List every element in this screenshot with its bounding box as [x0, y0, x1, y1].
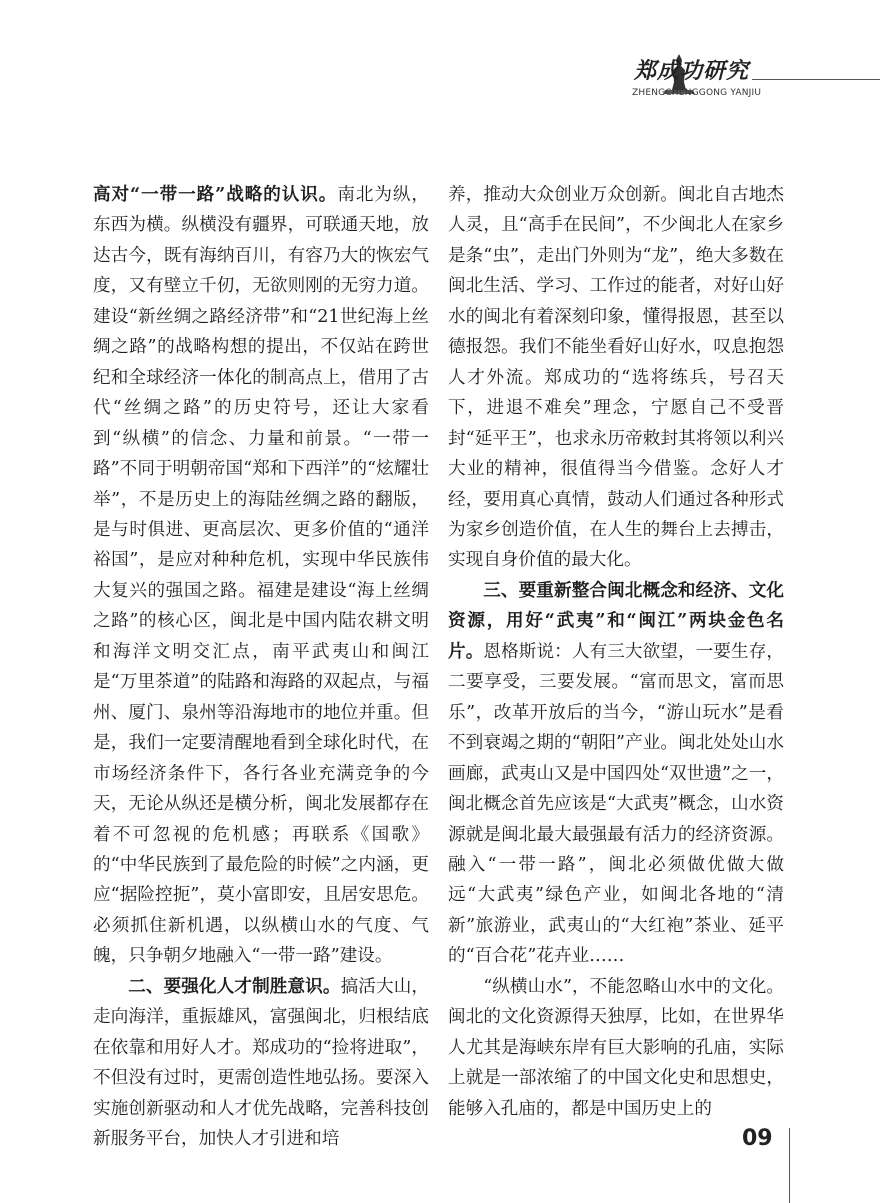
- page-number-rule: [789, 1128, 790, 1203]
- journal-title: 郑成功研究: [634, 58, 750, 84]
- paragraph-text: 南北为纵，东西为横。纵横没有疆界，可联通天地，放达古今，既有海纳百川，有容乃大的恢宏气度，又有壁立千仞，无欲则刚的无穷力道。建设“新丝绸之路经济带”和“21世纪海上丝绸之路”的战略构想的提出，不仅站在跨世纪和全球经济一体化的制高点上，借用了古代“丝绸之路”的历史符号，还让大家看到“纵横”的信念、力量和前景。“一带一路”不同于明朝帝国“郑和下西洋”的“炫耀壮举”，不是历史上的海陆丝绸之路的翻版，是与时俱进、更高层次、更多价值的“通洋裕国”，是应对种种危机，实现中华民族伟大复兴的强国之路。福建是建设“海上丝绸之路”的核心区，闽北是中国内陆农耕文明和海洋文明交汇点，南平武夷山和闽江是“万里茶道”的陆路和海路的双起点，与福州、厦门、泉州等沿海地市的地位并重。但是，我们一定要清醒地看到全球化时代，在市场经济条件下，各行各业充满竞争的今天，无论从纵还是横分析，闽北发展都存在着不可忽视的危机感；再联系《国歌》的“中华民族到了最危险的时候”之内涵，更应“据险控扼”，莫小富即安，且居安思危。必须抓住新机遇，以纵横山水的气度、气魄，只争朝夕地融入“一带一路”建设。: [93, 185, 429, 967]
- section-heading-text: 高对“一带一路”战略的认识。: [93, 184, 338, 205]
- paragraph: [448, 972, 784, 1124]
- paragraph: [448, 180, 784, 576]
- page-number: 09: [742, 1126, 773, 1151]
- right-column: [448, 180, 784, 1124]
- section-heading-text: 三、要重新整合闽北概念和经济、文化资源，用好“武夷”和“闽江”两块金色名片。: [448, 579, 784, 662]
- paragraph: [93, 180, 429, 972]
- paragraph: [93, 972, 429, 1155]
- journal-subtitle: ZHENGCHENGGONG YANJIU: [632, 88, 762, 98]
- paragraph: [448, 576, 784, 972]
- paragraph-text: 养，推动大众创业万众创新。闽北自古地杰人灵，且“高手在民间”，不少闽北人在家乡是条“虫”，走出门外则为“龙”，绝大多数在闽北生活、学习、工作过的能者，对好山好水的闽北有着深刻印象，懂得报恩，甚至以德报怨。我们不能坐看好山好水，叹息抱怨人才外流。郑成功的“选将练兵，号召天下，进退不难矣”理念，宁愿自己不受晋封“延平王”，也求永历帝敕封其将领以利兴大业的精神，很值得当今借鉴。念好人才经，要用真心真情，鼓动人们通过各种形式为家乡创造价值，在人生的舞台上去搏击，实现自身价值的最大化。: [448, 185, 784, 571]
- header-rule: [752, 79, 880, 80]
- paragraph-text: “纵横山水”，不能忽略山水中的文化。闽北的文化资源得天独厚，比如，在世界华人尤其是海峡东岸有巨大影响的孔庙，实际上就是一部浓缩了的中国文化史和思想史，能够入孔庙的，都是中国历史上的: [448, 976, 784, 1119]
- paragraph-text: 恩格斯说：人有三大欲望，一要生存，二要享受，三要发展。“富而思文，富而思乐”，改革开放后的当今，“游山玩水”是看不到衰竭之期的“朝阳”产业。闽北处处山水画廊，武夷山又是中国四处“双世遗”之一，闽北概念首先应该是“大武夷”概念，山水资源就是闽北最大最强最有活力的经济资源。融入“一带一路”，闽北必须做优做大做远“大武夷”绿色产业，如闽北各地的“清新”旅游业，武夷山的“大红袍”茶业、延平的“百合花”花卉业……: [448, 641, 784, 967]
- section-heading-text: 二、要强化人才制胜意识。: [128, 975, 341, 997]
- paragraph-text: 搞活大山，走向海洋，重振雄风，富强闽北，归根结底在依靠和用好人才。郑成功的“捡将进取”，不但没有过时，更需创造性地弘扬。要深入实施创新驱动和人才优先战略，完善科技创新服务平台，加快人才引进和培: [93, 976, 429, 1150]
- journal-header: [600, 46, 880, 106]
- left-column: [93, 180, 429, 1155]
